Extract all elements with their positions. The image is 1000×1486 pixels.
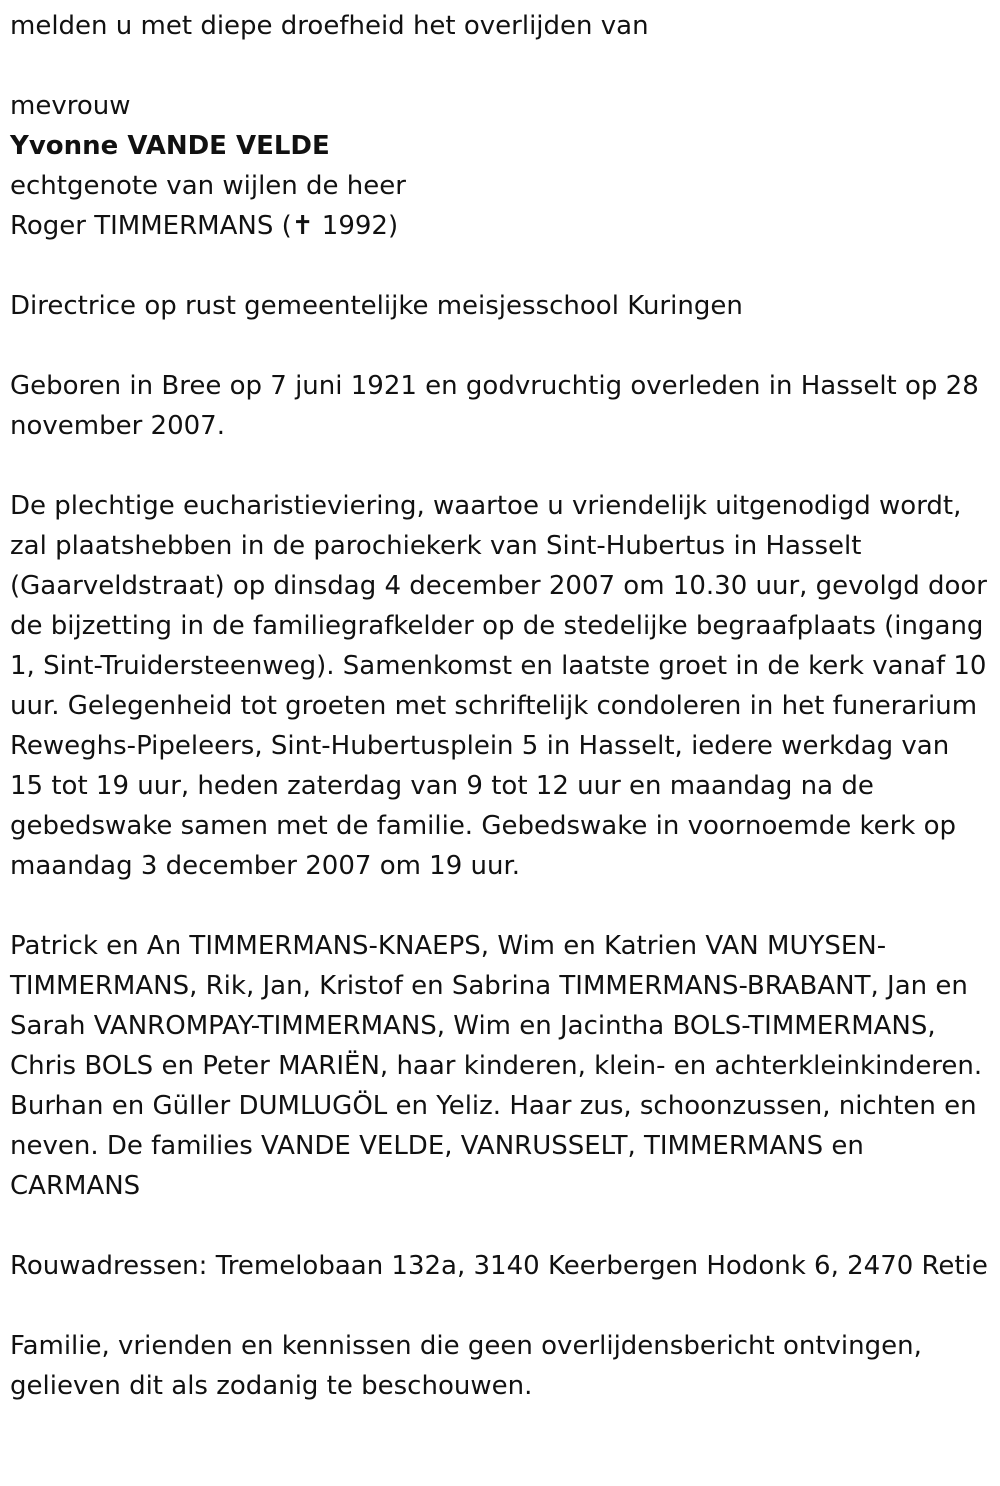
spouse-line-1: echtgenote van wijlen de heer — [10, 171, 406, 201]
ceremony-paragraph: De plechtige eucharistieviering, waartoe u vriendelijk uitgenodigd wordt, zal plaatshebben in de parochiekerk van Sint-Hubertus in Hasselt (Gaarveldstraat) op dinsdag 4 december 2007 om 10.30 uur, gevolgd door de bijzetting in de familiegrafkelder op de stedelijke begraafplaats (ingang 1, Sint-Truidersteenweg). Samenkomst en laatste groet in de kerk vanaf 10 uur. Gelegenheid tot groeten met schriftelijk condoleren in het funerarium Reweghs-Pipeleers, Sint-Hubertusplein 5 in Hasselt, iedere werkdag van 15 tot 19 uur, heden zaterdag van 9 tot 12 uur en maandag na de gebedswake samen met de familie. Gebedswake in voornoemde kerk op maandag 3 december 2007 om 19 uur. — [10, 491, 987, 881]
spacer — [10, 1206, 990, 1246]
closing-paragraph: Familie, vrienden en kennissen die geen overlijdensbericht ontvingen, gelieven dit als zodanig te beschouwen. — [10, 1331, 922, 1401]
addresses-paragraph: Rouwadressen: Tremelobaan 132a, 3140 Keerbergen Hodonk 6, 2470 Retie — [10, 1251, 988, 1281]
spacer — [10, 886, 990, 926]
spacer — [10, 246, 990, 286]
spacer — [10, 326, 990, 366]
spacer — [10, 1286, 990, 1326]
intro-text: melden u met diepe droefheid het overlijden van — [10, 11, 649, 41]
birth-death-paragraph: Geboren in Bree op 7 juni 1921 en godvruchtig overleden in Hasselt op 28 november 2007. — [10, 371, 979, 441]
deceased-name: Yvonne VANDE VELDE — [10, 131, 330, 161]
spacer — [10, 46, 990, 86]
spouse-line-2: Roger TIMMERMANS (✝ 1992) — [10, 211, 399, 241]
occupation: Directrice op rust gemeentelijke meisjesschool Kuringen — [10, 291, 743, 321]
honorific: mevrouw — [10, 91, 131, 121]
family-paragraph: Patrick en An TIMMERMANS-KNAEPS, Wim en Katrien VAN MUYSEN-TIMMERMANS, Rik, Jan, Kristof en Sabrina TIMMERMANS-BRABANT, Jan en Sarah VANROMPAY-TIMMERMANS, Wim en Jacintha BOLS-TIMMERMANS, Chris BOLS en Peter MARIËN, haar kinderen, klein- en achterkleinkinderen. Burhan en Güller DUMLUGÖL en Yeliz. Haar zus, schoonzussen, nichten en neven. De families VANDE VELDE, VANRUSSELT, TIMMERMANS en CARMANS — [10, 931, 983, 1201]
spacer — [10, 446, 990, 486]
